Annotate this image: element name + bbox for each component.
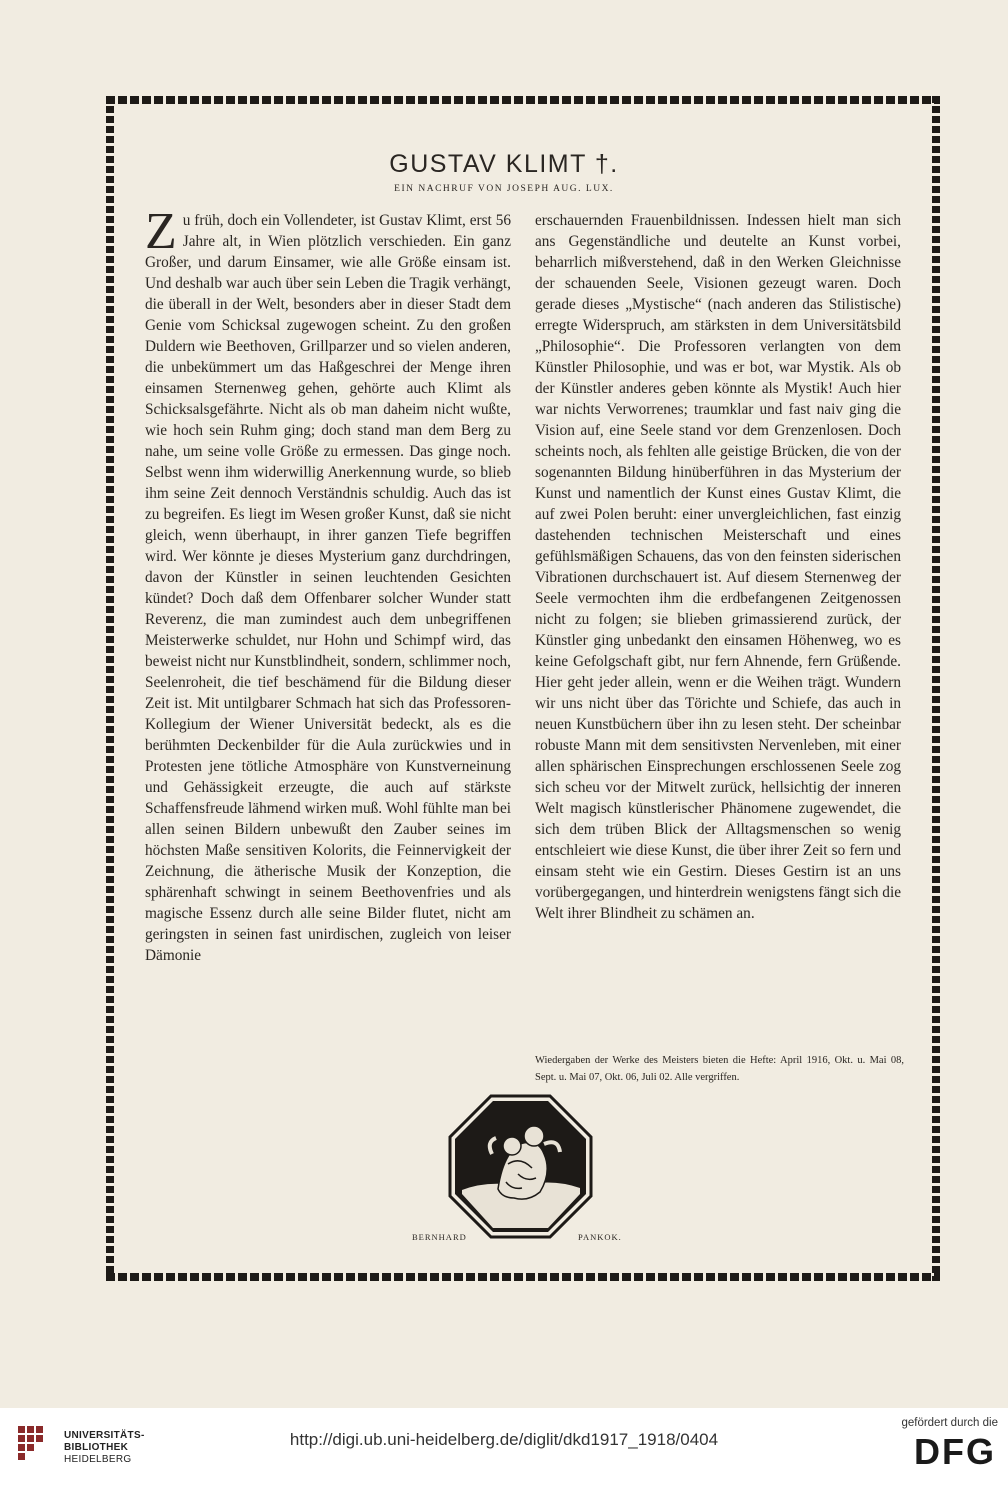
footnote: Wiedergaben der Werke des Meisters bieten die Hefte: April 1916, Okt. u. Mai 08, Sept. u. Mai 07, Okt. 06, Juli 02. Alle vergriffen. — [535, 1055, 904, 1083]
text-column-left — [145, 203, 511, 966]
dfg-logo[interactable]: DFG — [914, 1431, 996, 1472]
article-title: GUSTAV KLIMT †. — [389, 150, 619, 178]
paragraph-left — [145, 203, 511, 966]
frame-border-left — [106, 96, 114, 1281]
library-name-line1: UNIVERSITÄTS- — [64, 1430, 145, 1441]
frame-border-top — [106, 96, 940, 104]
permalink-url[interactable]: http://digi.ub.uni-heidelberg.de/diglit/dkd1917_1918/0404 — [289, 1430, 719, 1449]
left-column-text: u früh, doch ein Vollendeter, ist Gustav Klimt, erst 56 Jahre alt, in Wien plötzlich verschieden. Ein ganz Großer, und darum Einsamer, wie alle Größe einsam ist. Und deshalb war auch über sein Leben die Tragik verhängt, die überall in der Welt, besonders aber in dieser Stadt dem Genie vom Schicksal zugewogen scheint. Zu den großen Duldern wie Beethoven, Grillparzer und so vielen anderen, die unbekümmert um das Haßgeschrei der Menge ihren einsamen Sternenweg gehen, gehörte auch Klimt als Schicksalsgefährte. Nicht als ob man daheim nicht wußte, wie hoch sein Ruhm ging; doch stand man dem Berg zu nahe, um seine volle Größe zu ermessen. Das ginge noch. Selbst wenn ihm widerwillig Anerkennung wurde, so blieb ihm seine Zeit dennoch Verständnis schuldig. Auch das ist zu begreifen. Es liegt im Wesen großer Kunst, daß sie nicht gleich, wenn überhaupt, in ihrer ganzen Tiefe begriffen wird. Wer könnte je dieses Mysterium ganz durchdringen, davon der Künstler in seinen leuchtenden Gesichten kündet? Doch daß dem Offenbarer solcher Wunder statt Reverenz, die man zumindest auch dem unbegriffenen Meisterwerke schuldet, nur Hohn und Schimpf wird, das beweist nicht nur Kunstblindheit, sondern, schlimmer noch, Seelenroheit, die tief beschämend für die Bildung dieser Zeit ist. Mit untilgbarer Schmach hat sich das Professoren-Kollegium der Wiener Universität bedeckt, als es die berühmten Deckenbilder für die Aula zurückwies und in Protesten jene tötliche Atmosphäre von Kunstverneinung und Gehässigkeit erzeugte, die auch auf stärkste Schaffensfreude lähmend wirken muß. Wohl fühlte man bei allen seinen Bildern unbewußt den Zauber seines im höchsten Maße sensitiven Kolorits, die Feinnervigkeit der Zeichnung, die ätherische Musik der Konzeption, die sphärenhaft schwingt in seinem Beethovenfries und als magische Essenz durch alle seine Bilder flutet, nicht am geringsten in seinen fast unirdischen, zugleich von leiser Dämonie — [145, 212, 511, 964]
artist-last-name: PANKOK. — [578, 1232, 622, 1242]
library-name-line2: BIBLIOTHEK — [64, 1442, 129, 1453]
frame-border-right — [932, 96, 940, 1281]
text-column-right — [535, 210, 901, 924]
pankok-vignette-image — [448, 1094, 593, 1239]
artist-first-name: BERNHARD — [412, 1232, 467, 1242]
right-column-text: erschauernden Frauenbildnissen. Indessen hielt man sich ans Gegenständliche und deutelte an Kunst vorbei, beharrlich mißverstehend, daß in den Werken Gleichnisse der schauenden Seele, Visionen gezeugt waren. Doch gerade dieses „Mystische“ (nach anderen das Stilistische) erregte Widerspruch, am stärksten in dem Universitätsbild „Philosophie“. Die Professoren verlangten von dem Künstler Philosophie, und was er bot, war Mystik. Als ob der Künstler anderes geben könnte als Mystik! Auch hier war nichts Verworrenes; traumklar und fast naiv ging die Vision auf, eine Seele stand vor dem Grenzenlosen. Doch scheints noch, als fehlten alle geistige Brücken, die von der sogenannten Bildung hinüberführen in das Mysterium der Kunst und namentlich der Kunst eines Gustav Klimt, die auf zwei Polen beruht: einer unvergleichlichen, fast einzig dastehenden technischen Meisterschaft und eines gefühlsmäßigen Schauens, das von den feinsten siderischen Vibrationen durchschauert ist. Auf diesem Sternenweg der Seele vermochten ihm die erdbefangenen Zeitgenossen nicht zu folgen; sie blieben grimassierend zurück, der Künstler ging unbedankt den einsamen Höhenweg, wo es keine Gefolgschaft gibt, nur fern Ahnende, fern Grüßende. Hier geht jeder allein, wenn er die Weihen trägt. Wundern wir uns nicht über das Törichte und Schiefe, das auch in neuen Kunstbüchern über ihn zu lesen steht. Der scheinbar robuste Mann mit dem sensitivsten Nervenleben, mit einer allen sphärischen Einsprechungen erschlossenen Seele zog sich scheu vor der Mitwelt zurück, hellsichtig der inneren Welt magisch künstlerischer Phänomene zugewendet, die sich dem trüben Blick der Alltagsmenschen so wenig entschleiert wie diese Kunst, die über ihrer Zeit so fern und einsam steht wie ein Gestirn. Dieses Gestirn ist an uns vorübergegangen, und hinterdrein wenigstens fängt sich die Welt ihrer Blindheit zu schämen an. — [535, 212, 901, 922]
funding-caption: gefördert durch die — [901, 1417, 998, 1429]
frame-border-bottom — [106, 1273, 940, 1281]
library-name-line3: HEIDELBERG — [64, 1454, 132, 1465]
article-byline: EIN NACHRUF VON JOSEPH AUG. LUX. — [394, 184, 614, 194]
drop-cap: Z — [145, 203, 177, 260]
viewer-footer — [0, 1408, 1008, 1485]
